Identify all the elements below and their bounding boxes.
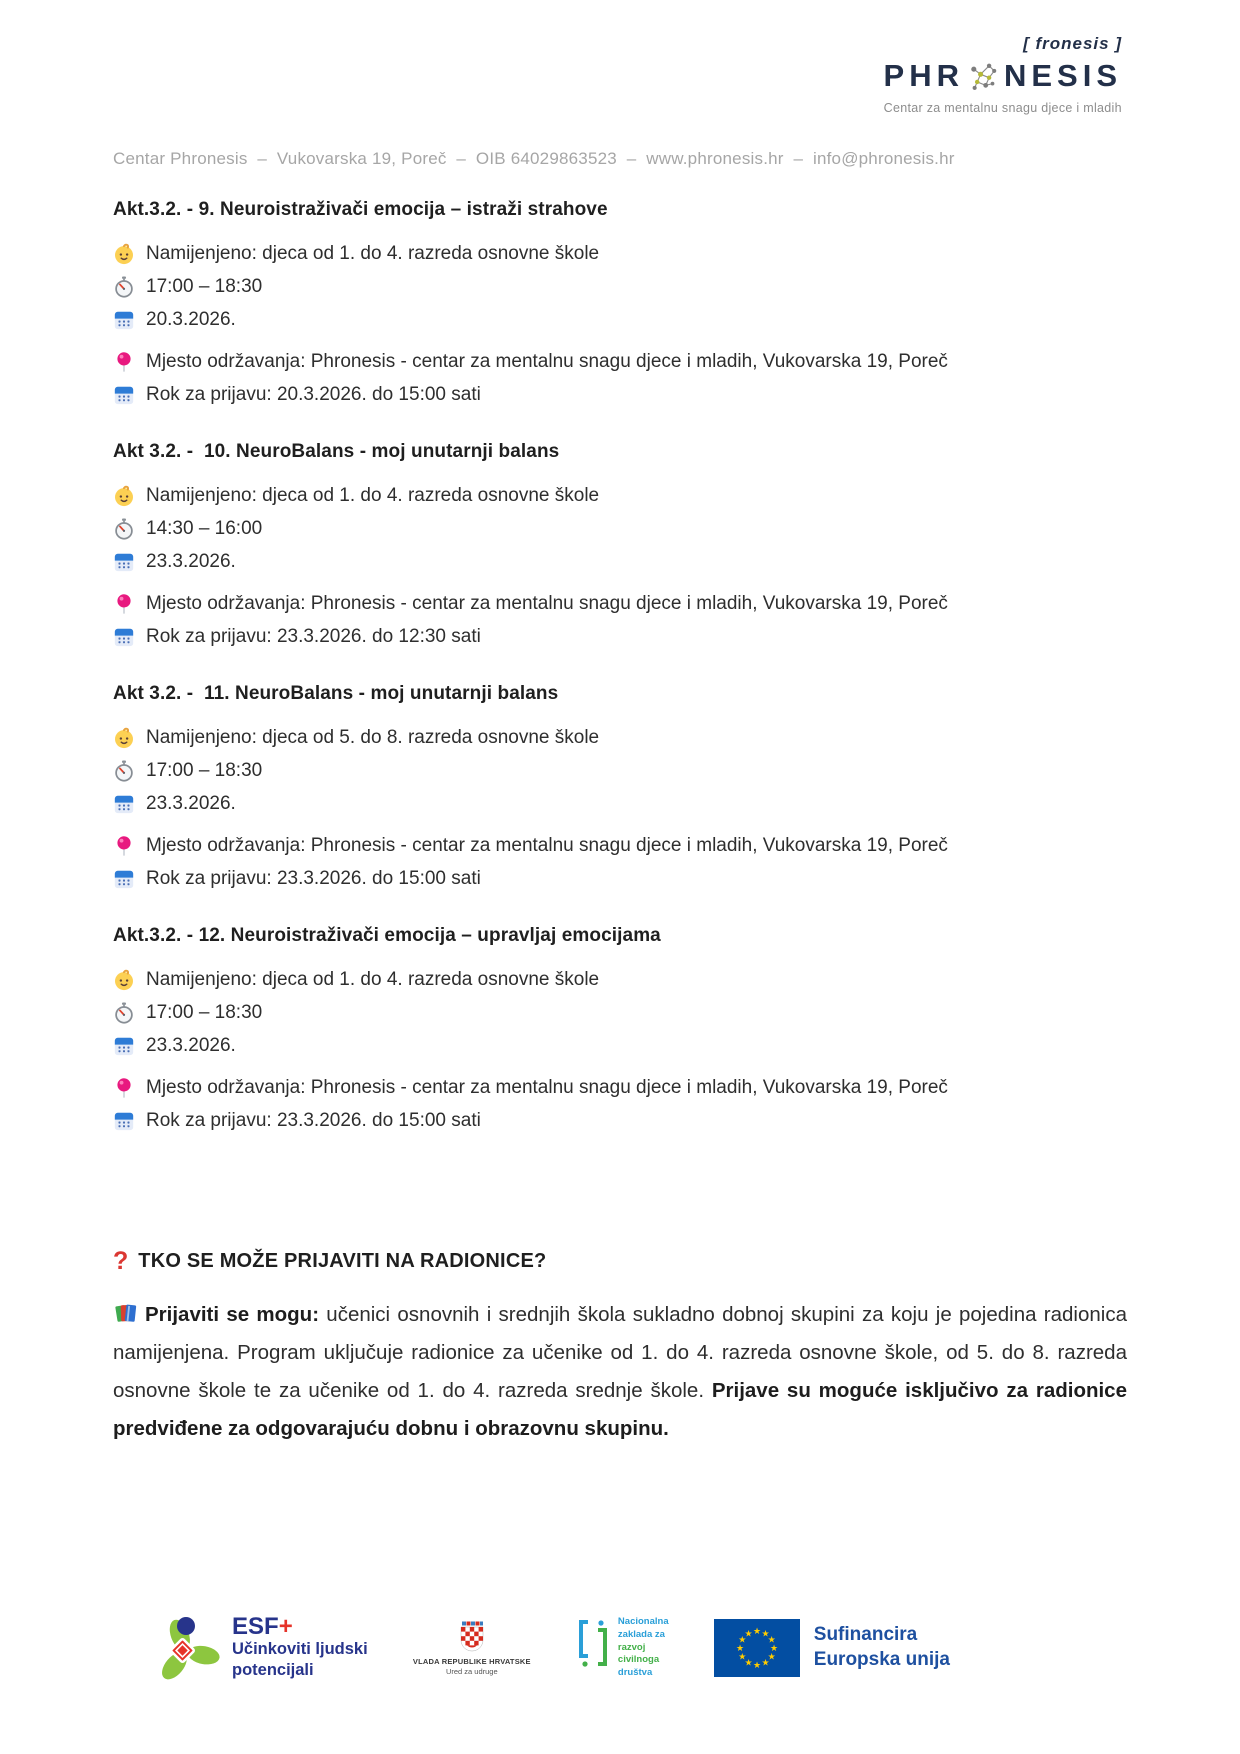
baby-icon [113,727,135,749]
phronesis-logo [884,58,1122,94]
workshop-section-12 [113,925,1127,1137]
audience-row [113,479,1127,512]
audience-row [113,963,1127,996]
logo-tagline: Centar za mentalnu snagu djece i mladih [883,101,1122,115]
section-title: Akt 3.2. - 10. NeuroBalans - moj unutarnji balans [113,441,560,462]
date-row [113,545,1127,578]
calendar-icon [113,309,135,331]
baby-icon [113,485,135,507]
calendar-icon [113,384,135,406]
deadline-row [113,378,1127,411]
calendar-icon [113,626,135,648]
time-row [113,996,1127,1029]
contact-line: Centar Phronesis – Vukovarska 19, Poreč – OIB 64029863523 – www.phronesis.hr – info@phronesis.hr [113,149,955,168]
svg-text:★: ★ [738,1652,747,1663]
date-text: 23.3.2026. [146,1034,236,1056]
svg-text:★: ★ [767,1635,776,1646]
location-text: Mjesto održavanja: Phronesis - centar za mentalnu snagu djece i mladih, Vukovarska 19, Poreč [146,350,948,372]
date-text: 23.3.2026. [146,550,236,572]
croatian-government-logo [413,1620,531,1676]
eu-flag-icon [714,1619,800,1677]
svg-text:★: ★ [752,1627,761,1637]
eu-text-line1: Sufinancira [813,1624,918,1646]
eu-text-line2: Europska unija [813,1649,950,1670]
section-title: Akt.3.2. - 9. Neuroistraživači emocija – istraži strahove [113,199,608,220]
pushpin-icon [113,351,135,373]
svg-text:★: ★ [752,1661,761,1671]
zaklada-line-2: zaklada za [617,1628,665,1640]
location-text: Mjesto održavanja: Phronesis - centar za mentalnu snagu djece i mladih, Vukovarska 19, Poreč [146,834,948,856]
svg-text:★: ★ [744,1629,753,1640]
brain-network-icon [965,59,1003,93]
zaklada-line-4: civilnoga [617,1654,660,1666]
audience-text: Namijenjeno: djeca od 1. do 4. razreda osnovne škole [146,242,600,264]
croatian-coat-of-arms-icon [457,1620,487,1654]
location-row [113,345,1127,378]
vlada-title: VLADA REPUBLIKE HRVATSKE [412,1657,531,1666]
svg-text:★: ★ [761,1629,770,1640]
eu-cofinancing-logo [714,1619,950,1677]
brand-text-right: NESIS [1003,58,1122,93]
date-row [113,303,1127,336]
svg-text:★: ★ [767,1652,776,1663]
pushpin-icon [113,593,135,615]
time-text: 14:30 – 16:00 [146,517,263,539]
stopwatch-icon [113,276,135,298]
answer-bold: Prijave su moguće isključivo za radionice predviđene za odgovarajuću dobnu i obrazovnu skupinu. [113,1379,1127,1440]
audience-text: Namijenjeno: djeca od 5. do 8. razreda osnovne škole [146,726,600,748]
section-title: Akt.3.2. - 12. Neuroistraživači emocija – upravljaj emocijama [113,925,661,946]
zaklada-line-1: Nacionalna [617,1615,669,1627]
calendar-icon [113,793,135,815]
deadline-row [113,862,1127,895]
time-text: 17:00 – 18:30 [146,275,263,297]
esf-plus-sign: + [278,1613,293,1641]
audience-row [113,721,1127,754]
calendar-icon [113,868,135,890]
time-row [113,512,1127,545]
answer-lead: Prijaviti se mogu: [145,1303,320,1326]
faq-question-text: TKO SE MOŽE PRIJAVITI NA RADIONICE? [138,1250,547,1272]
calendar-icon [113,1110,135,1132]
answer-body: učenici osnovnih i srednjih škola sukladno dobnoj skupini za koju je pojedina radionica namijenjena. Program uključuje radionice za učenike od 1. do 4. razreda osnovne škole, od 5. do 8. razreda osnovne škole te za učenike od 1. do 4. razreda srednje škole. [113,1303,1127,1402]
stopwatch-icon [113,518,135,540]
logo-block [0,0,1240,115]
date-text: 23.3.2026. [146,792,236,814]
deadline-text: Rok za prijavu: 23.3.2026. do 15:00 sati [146,1109,481,1131]
section-title: Akt 3.2. - 11. NeuroBalans - moj unutarnji balans [113,683,559,704]
pushpin-icon [113,1077,135,1099]
deadline-text: Rok za prijavu: 20.3.2026. do 15:00 sati [146,383,481,405]
workshop-section-10 [113,441,1127,653]
stopwatch-icon [113,760,135,782]
faq-block [0,1249,1240,1448]
audience-text: Namijenjeno: djeca od 1. do 4. razreda osnovne škole [146,484,600,506]
time-row [113,270,1127,303]
workshop-section-9 [113,199,1127,411]
esf-subtitle-line2: potencijali [232,1661,314,1679]
location-text: Mjesto održavanja: Phronesis - centar za mentalnu snagu djece i mladih, Vukovarska 19, Poreč [146,1076,948,1098]
question-mark-icon: ? [113,1247,129,1275]
time-text: 17:00 – 18:30 [146,759,263,781]
svg-text:★: ★ [761,1658,770,1669]
fronesis-wordmark: [ fronesis ] [1023,34,1122,53]
esf-flower-icon [150,1612,222,1684]
deadline-text: Rok za prijavu: 23.3.2026. do 15:00 sati [146,867,481,889]
esf-subtitle-line1: Učinkoviti ljudski [232,1640,368,1659]
deadline-row [113,1104,1127,1137]
brackets-icon [576,1616,610,1678]
baby-icon [113,243,135,265]
esf-wordmark: ESF [232,1613,279,1641]
workshop-list [0,199,1240,1137]
pushpin-icon [113,835,135,857]
stopwatch-icon [113,1002,135,1024]
date-row [113,1029,1127,1062]
zaklada-line-3: razvoj [617,1641,646,1653]
zaklada-line-5: društva [617,1667,653,1679]
workshop-section-11 [113,683,1127,895]
svg-text:★: ★ [735,1644,744,1654]
faq-answer-paragraph [113,1296,1127,1448]
audience-row [113,237,1127,270]
calendar-icon [113,551,135,573]
books-icon [113,1302,139,1324]
location-row [113,829,1127,862]
baby-icon [113,969,135,991]
svg-text:★: ★ [744,1658,753,1669]
vlada-subtitle: Ured za udruge [445,1667,498,1676]
svg-text:★: ★ [738,1635,747,1646]
brand-text-left: PHR [883,58,964,93]
faq-question-row [113,1249,1127,1274]
location-row [113,587,1127,620]
calendar-icon [113,1035,135,1057]
date-row [113,787,1127,820]
deadline-text: Rok za prijavu: 23.3.2026. do 12:30 sati [146,625,481,647]
date-text: 20.3.2026. [146,308,236,330]
esf-logo [150,1612,368,1684]
location-row [113,1071,1127,1104]
time-text: 17:00 – 18:30 [146,1001,263,1023]
time-row [113,754,1127,787]
footer-logos [150,1612,950,1684]
nacionalna-zaklada-logo [576,1616,669,1680]
svg-text:★: ★ [769,1644,778,1654]
location-text: Mjesto održavanja: Phronesis - centar za mentalnu snagu djece i mladih, Vukovarska 19, Poreč [146,592,948,614]
audience-text: Namijenjeno: djeca od 1. do 4. razreda osnovne škole [146,968,600,990]
deadline-row [113,620,1127,653]
